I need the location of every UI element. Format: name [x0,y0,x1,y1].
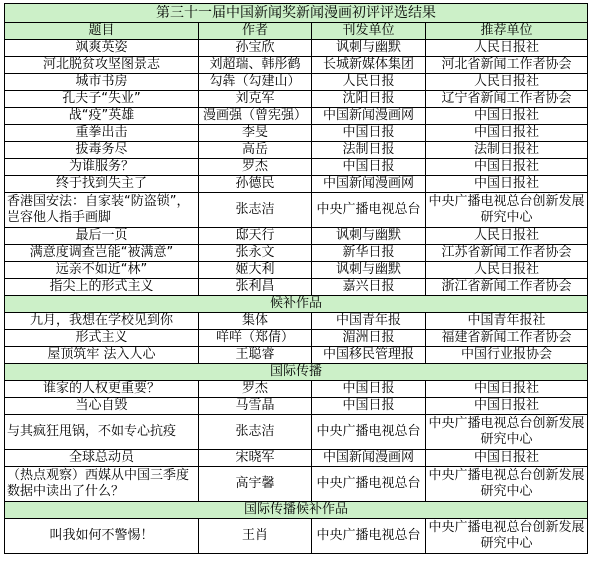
cell-publisher: 讽刺与幽默 [312,262,426,279]
cell-title: 最后一页 [5,228,199,245]
cell-title: 重拳出击 [5,125,199,142]
cell-recommender: 人民日报社 [426,262,588,279]
cell-title: 屋顶筑牢 法入人心 [5,347,199,364]
table-row [5,142,588,159]
cell-title: 全球总动员 [5,450,199,467]
cell-publisher: 沈阳日报 [312,91,426,108]
table-row [5,91,588,108]
cell-publisher: 中国日报 [312,398,426,415]
table-row [5,381,588,398]
cell-title: 香港国安法：自家装“防盗锁”，岂容他人指手画脚 [5,193,199,228]
results-table [4,3,588,554]
cell-author: 张利昌 [199,279,312,296]
cell-title: 孔夫子“失业” [5,91,199,108]
table-title: 第三十一届中国新闻奖新闻漫画初评评选结果 [5,4,588,23]
cell-recommender: 中国日报社 [426,381,588,398]
header-row [5,23,588,40]
cell-title: 指尖上的形式主义 [5,279,199,296]
cell-author: 张志洁 [199,193,312,228]
cell-recommender: 中国青年报社 [426,313,588,330]
table-row [5,193,588,228]
cell-recommender: 福建省新闻工作者协会 [426,330,588,347]
cell-publisher: 湄洲日报 [312,330,426,347]
section-header-row [5,296,588,313]
table-row [5,74,588,91]
cell-publisher: 中国日报 [312,381,426,398]
section-title-candidates: 候补作品 [5,296,588,313]
cell-title: 九月，我想在学校见到你 [5,313,199,330]
cell-publisher: 中央广播电视总台 [312,467,426,502]
cell-recommender: 中央广播电视总台创新发展研究中心 [426,415,588,450]
cell-recommender: 人民日报社 [426,74,588,91]
cell-author: 马雪晶 [199,398,312,415]
header-cell-title: 题目 [5,23,199,40]
cell-author: 王肖 [199,519,312,554]
cell-author: 姬大利 [199,262,312,279]
cell-title: 战“疫”英雄 [5,108,199,125]
cell-author: 漫画强（曾宪强） [199,108,312,125]
cell-publisher: 中央广播电视总台 [312,519,426,554]
table-row [5,159,588,176]
table-row [5,40,588,57]
cell-author: 孙宝欣 [199,40,312,57]
table-row [5,519,588,554]
cell-publisher: 中国新闻漫画网 [312,450,426,467]
cell-publisher: 讽刺与幽默 [312,40,426,57]
cell-publisher: 讽刺与幽默 [312,228,426,245]
cell-publisher: 中国新闻漫画网 [312,108,426,125]
cell-title: 飒爽英姿 [5,40,199,57]
cell-recommender: 中央广播电视总台创新发展研究中心 [426,193,588,228]
cell-publisher: 嘉兴日报 [312,279,426,296]
cell-recommender: 中央广播电视总台创新发展研究中心 [426,519,588,554]
cell-title: 拔毒务尽 [5,142,199,159]
table-row [5,450,588,467]
cell-author: 集体 [199,313,312,330]
cell-title: 形式主义 [5,330,199,347]
cell-publisher: 中国日报 [312,159,426,176]
cell-author: 高宇馨 [199,467,312,502]
cell-publisher: 中央广播电视总台 [312,415,426,450]
cell-author: 张志洁 [199,415,312,450]
cell-author: 刘克军 [199,91,312,108]
cell-title: （热点观察）西媒从中国三季度数据中读出了什么？ [5,467,199,502]
cell-title: 河北脱贫攻坚图景志 [5,57,199,74]
cell-publisher: 中国新闻漫画网 [312,176,426,193]
table-row [5,467,588,502]
section-title-international: 国际传播 [5,364,588,381]
cell-title: 满意度调查岂能“被满意” [5,245,199,262]
cell-publisher: 中央广播电视总台 [312,193,426,228]
cell-title: 叫我如何不警惕！ [5,519,199,554]
cell-publisher: 中国青年报 [312,313,426,330]
table-row [5,330,588,347]
cell-recommender: 河北省新闻工作者协会 [426,57,588,74]
table-row [5,279,588,296]
cell-recommender: 江苏省新闻工作者协会 [426,245,588,262]
cell-author: 咩咩（郑倩） [199,330,312,347]
cell-author: 罗杰 [199,159,312,176]
cell-author: 宋晓军 [199,450,312,467]
cell-recommender: 中国日报社 [426,450,588,467]
cell-title: 为谁服务？ [5,159,199,176]
cell-recommender: 中国行业报协会 [426,347,588,364]
cell-author: 刘超瑞、韩彤鹤 [199,57,312,74]
header-cell-publisher: 刊发单位 [312,23,426,40]
cell-author: 邸天行 [199,228,312,245]
table-row [5,125,588,142]
cell-recommender: 浙江省新闻工作者协会 [426,279,588,296]
table-row [5,398,588,415]
table-row [5,415,588,450]
cell-publisher: 中国日报 [312,125,426,142]
cell-title: 终于找到失主了 [5,176,199,193]
section-header-row [5,364,588,381]
table-row [5,313,588,330]
cell-author: 孙德民 [199,176,312,193]
cell-recommender: 人民日报社 [426,40,588,57]
cell-recommender: 中国日报社 [426,108,588,125]
cell-author: 张永文 [199,245,312,262]
cell-recommender: 中国日报社 [426,398,588,415]
cell-author: 高岳 [199,142,312,159]
table-row [5,347,588,364]
cell-publisher: 人民日报 [312,74,426,91]
title-row [5,4,588,23]
cell-title: 城市书房 [5,74,199,91]
cell-recommender: 人民日报社 [426,228,588,245]
cell-recommender: 中国日报社 [426,176,588,193]
section-title-international-candidates: 国际传播候补作品 [5,502,588,519]
cell-author: 王聪睿 [199,347,312,364]
table-row [5,262,588,279]
cell-title: 远亲不如近“林” [5,262,199,279]
table-row [5,228,588,245]
table-row [5,57,588,74]
cell-publisher: 长城新媒体集团 [312,57,426,74]
cell-title: 谁家的人权更重要？ [5,381,199,398]
cell-publisher: 新华日报 [312,245,426,262]
cell-recommender: 中国日报社 [426,125,588,142]
cell-recommender: 中国日报社 [426,159,588,176]
table-row [5,245,588,262]
header-cell-author: 作者 [199,23,312,40]
table-row [5,176,588,193]
cell-author: 李旻 [199,125,312,142]
cell-publisher: 法制日报 [312,142,426,159]
cell-recommender: 中央广播电视总台创新发展研究中心 [426,467,588,502]
table-row [5,108,588,125]
cell-recommender: 法制日报社 [426,142,588,159]
cell-author: 罗杰 [199,381,312,398]
section-header-row [5,502,588,519]
cell-recommender: 辽宁省新闻工作者协会 [426,91,588,108]
cell-publisher: 中国移民管理报 [312,347,426,364]
cell-title: 当心自毁 [5,398,199,415]
cell-author: 勾犇（勾建山） [199,74,312,91]
header-cell-recommender: 推荐单位 [426,23,588,40]
cell-title: 与其疯狂甩锅，不如专心抗疫 [5,415,199,450]
